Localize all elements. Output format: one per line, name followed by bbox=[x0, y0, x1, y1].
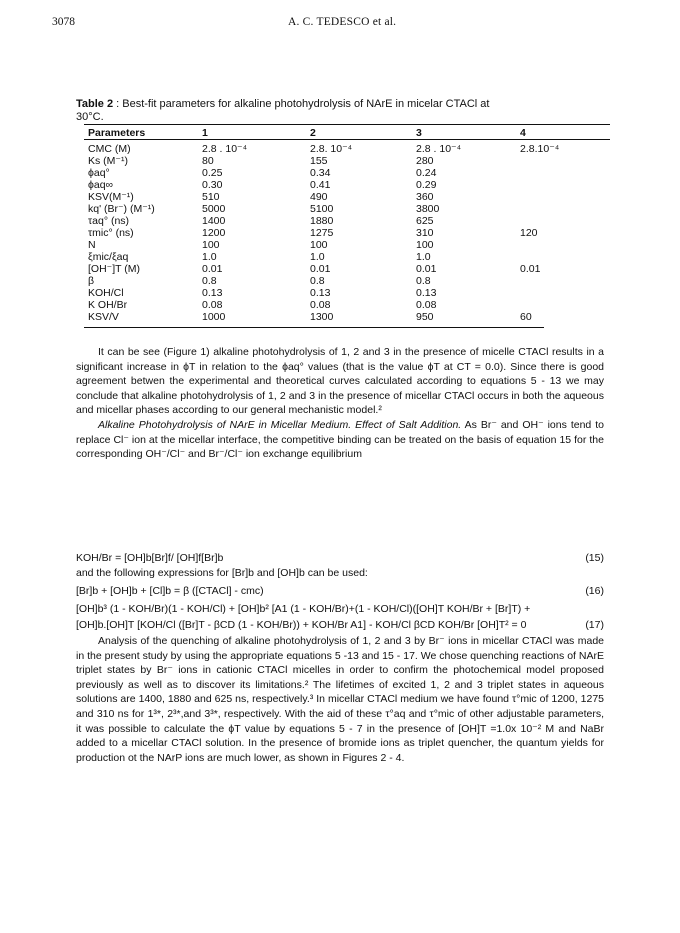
parameter-name-cell: kq' (Br⁻) (M⁻¹) bbox=[88, 203, 155, 215]
value-cell: 80 bbox=[202, 155, 214, 167]
body-text-1 bbox=[76, 345, 604, 462]
parameter-name-cell: ξmic/ξaq bbox=[88, 251, 129, 263]
body-text-2 bbox=[76, 634, 604, 765]
parameter-name-cell: KSV/V bbox=[88, 311, 119, 323]
value-cell: 510 bbox=[202, 191, 220, 203]
value-cell: 2.8. 10⁻⁴ bbox=[310, 143, 353, 155]
header-cell: 4 bbox=[520, 127, 526, 139]
value-cell: 625 bbox=[416, 215, 434, 227]
value-cell: 100 bbox=[310, 239, 328, 251]
value-cell: 120 bbox=[520, 227, 538, 239]
table-row bbox=[88, 299, 608, 311]
table-label: Table 2 bbox=[76, 98, 114, 110]
parameter-name-cell: Ks (M⁻¹) bbox=[88, 155, 128, 167]
parameter-name-cell: ϕaq∞ bbox=[88, 179, 114, 191]
caption-text-2: 30°C. bbox=[76, 111, 104, 123]
value-cell: 1400 bbox=[202, 215, 226, 227]
value-cell: 0.13 bbox=[310, 287, 331, 299]
equation-text: KOH/Br = [OH]b[Br]f/ [OH]f[Br]b bbox=[76, 552, 224, 564]
value-cell: 1200 bbox=[202, 227, 226, 239]
table-row bbox=[88, 143, 608, 155]
value-cell: 1.0 bbox=[310, 251, 325, 263]
value-cell: 0.29 bbox=[416, 179, 437, 191]
header-cell: Parameters bbox=[88, 127, 146, 139]
value-cell: 490 bbox=[310, 191, 328, 203]
value-cell: 60 bbox=[520, 311, 532, 323]
table-row bbox=[88, 275, 608, 287]
value-cell: 0.08 bbox=[202, 299, 223, 311]
author-line: A. C. TEDESCO et al. bbox=[288, 16, 397, 28]
equation-16 bbox=[76, 584, 604, 598]
value-cell: 280 bbox=[416, 155, 434, 167]
value-cell: 0.01 bbox=[310, 263, 331, 275]
table-row bbox=[88, 263, 608, 275]
parameter-name-cell: KSV(M⁻¹) bbox=[88, 191, 134, 203]
value-cell: 3800 bbox=[416, 203, 440, 215]
header-cell: 1 bbox=[202, 127, 208, 139]
equation-text: [OH]b³ (1 - KOH/Br)(1 - KOH/Cl) + [OH]b² [A1 (1 - KOH/Br)+(1 - KOH/Cl)([OH]T KOH/Br + [Br]T) + bbox=[76, 603, 531, 615]
value-cell: 5000 bbox=[202, 203, 226, 215]
table-row bbox=[88, 227, 608, 239]
value-cell: 0.13 bbox=[202, 287, 223, 299]
table-row bbox=[88, 179, 608, 191]
parameter-name-cell: K OH/Br bbox=[88, 299, 128, 311]
table-row bbox=[88, 239, 608, 251]
equation-17-line2 bbox=[76, 618, 604, 632]
table-row bbox=[88, 203, 608, 215]
value-cell: 0.01 bbox=[202, 263, 223, 275]
value-cell: 0.41 bbox=[310, 179, 331, 191]
value-cell: 2.8 . 10⁻⁴ bbox=[416, 143, 462, 155]
equation-number: (15) bbox=[585, 552, 604, 564]
section-heading: Alkaline Photohydrolysis of NArE in Micellar Medium. Effect of Salt Addition. bbox=[98, 418, 462, 431]
table-top-rule bbox=[84, 124, 610, 125]
table-row bbox=[88, 287, 608, 299]
paragraph bbox=[76, 418, 604, 462]
parameter-name-cell: N bbox=[88, 239, 96, 251]
equation-number: (17) bbox=[585, 619, 604, 631]
parameter-name-cell: τmic° (ns) bbox=[88, 227, 134, 239]
caption-text-1: : Best-fit parameters for alkaline photohydrolysis of NArE in micelar CTACl at bbox=[113, 98, 490, 110]
value-cell: 2.8.10⁻⁴ bbox=[520, 143, 560, 155]
value-cell: 0.01 bbox=[416, 263, 437, 275]
value-cell: 0.8 bbox=[202, 275, 217, 287]
value-cell: 100 bbox=[416, 239, 434, 251]
parameter-name-cell: β bbox=[88, 275, 95, 287]
value-cell: 1300 bbox=[310, 311, 334, 323]
value-cell: 1880 bbox=[310, 215, 334, 227]
table-row bbox=[88, 215, 608, 227]
value-cell: 0.13 bbox=[416, 287, 437, 299]
value-cell: 0.30 bbox=[202, 179, 223, 191]
paragraph: It can be see (Figure 1) alkaline photohydrolysis of 1, 2 and 3 in the presence of micelle CTACl results in a significant increase in ϕT in relation to the ϕaq° values (that is the value ϕT at CT = 0.0). Since there is good agreement betwen the experimental and theoretical curves calculated according to equations 5 - 13 we may conclude that alkaline photohydrolysis of 1, 2 and 3 in the presence of micellar CTACl occurs in both the aqueous and micellar phases according to our general mechanistic model.² bbox=[76, 346, 604, 417]
value-cell: 0.08 bbox=[310, 299, 331, 311]
table-caption bbox=[76, 98, 606, 124]
table-header-row bbox=[88, 127, 608, 139]
value-cell: 1275 bbox=[310, 227, 334, 239]
value-cell: 2.8 . 10⁻⁴ bbox=[202, 143, 248, 155]
value-cell: 0.8 bbox=[416, 275, 431, 287]
value-cell: 100 bbox=[202, 239, 220, 251]
value-cell: 0.24 bbox=[416, 167, 437, 179]
table-row bbox=[88, 167, 608, 179]
equation-intro-text: and the following expressions for [Br]b and [OH]b can be used: bbox=[76, 567, 368, 579]
table-row bbox=[88, 311, 608, 323]
table-bottom-rule bbox=[84, 327, 544, 328]
value-cell: 0.08 bbox=[416, 299, 437, 311]
value-cell: 5100 bbox=[310, 203, 334, 215]
paragraph: Analysis of the quenching of alkaline photohydrolysis of 1, 2 and 3 by Br⁻ ions in micellar CTACl was made in the present study by using the appropriate equations 5 -13 and 15 - 17. We chose quenching reactions of NArE triplet states by Br⁻ ions in cationic CTACl micelles in order to confirm the photochemical model proposed previously as well as to discover its limitations.² The lifetimes of excited 1, 2 and 3 triplet states in aqueous solutions are 1400, 1880 and 625 ns, respectively.³ In micellar CTACl medium we have found τ°mic of 1200, 1275 and 310 ns for 1³*, 2³*,and 3³*, respectively. With the aid of these τ°aq and τ°mic of other adjustable parameters, it was possible to calculate the ϕT value by equations 5 - 7 in the presence of [OH]T =1.0x 10⁻² M and NaBr added to a micellar CTACl solution. In the presence of bromide ions as triplet quencher, the quantum yields for production ot the NArP ions are much lower, as shown in Figures 2 - 4. bbox=[76, 635, 604, 764]
table-header-rule bbox=[84, 139, 610, 140]
table-row bbox=[88, 155, 608, 167]
value-cell: 310 bbox=[416, 227, 434, 239]
paragraph-text: As Br⁻ and OH⁻ ions tend to replace Cl⁻ ion at the micellar interface, the competitive binding can be treated on the basis of equation 15 for the corresponding OH⁻/Cl⁻ and Br⁻/Cl⁻ ion exchange equilibrium bbox=[76, 418, 604, 461]
parameter-name-cell: ϕaq° bbox=[88, 167, 110, 179]
table-row bbox=[88, 251, 608, 263]
value-cell: 0.01 bbox=[520, 263, 541, 275]
table-row bbox=[88, 191, 608, 203]
equation-text: [OH]b.[OH]T [KOH/Cl ([Br]T - βCD (1 - KOH/Br)) + KOH/Br A1] - KOH/Cl βCD KOH/Br [OH]T² = 0 bbox=[76, 619, 527, 631]
equation-15 bbox=[76, 551, 604, 565]
parameter-name-cell: [OH⁻]T (M) bbox=[88, 263, 141, 275]
value-cell: 360 bbox=[416, 191, 434, 203]
value-cell: 1.0 bbox=[202, 251, 217, 263]
value-cell: 155 bbox=[310, 155, 328, 167]
page-number: 3078 bbox=[52, 16, 75, 28]
value-cell: 0.34 bbox=[310, 167, 331, 179]
value-cell: 0.25 bbox=[202, 167, 223, 179]
equation-text: [Br]b + [OH]b + [Cl]b = β ([CTACl] - cmc) bbox=[76, 585, 264, 597]
parameter-name-cell: CMC (M) bbox=[88, 143, 131, 155]
equation-intro bbox=[76, 566, 604, 580]
header-cell: 2 bbox=[310, 127, 316, 139]
value-cell: 1000 bbox=[202, 311, 226, 323]
value-cell: 1.0 bbox=[416, 251, 431, 263]
equation-number: (16) bbox=[585, 585, 604, 597]
running-head bbox=[52, 16, 632, 34]
parameter-name-cell: τaq° (ns) bbox=[88, 215, 130, 227]
equation-17-line1 bbox=[76, 602, 604, 616]
value-cell: 950 bbox=[416, 311, 434, 323]
value-cell: 0.8 bbox=[310, 275, 325, 287]
parameter-name-cell: KOH/Cl bbox=[88, 287, 124, 299]
header-cell: 3 bbox=[416, 127, 422, 139]
